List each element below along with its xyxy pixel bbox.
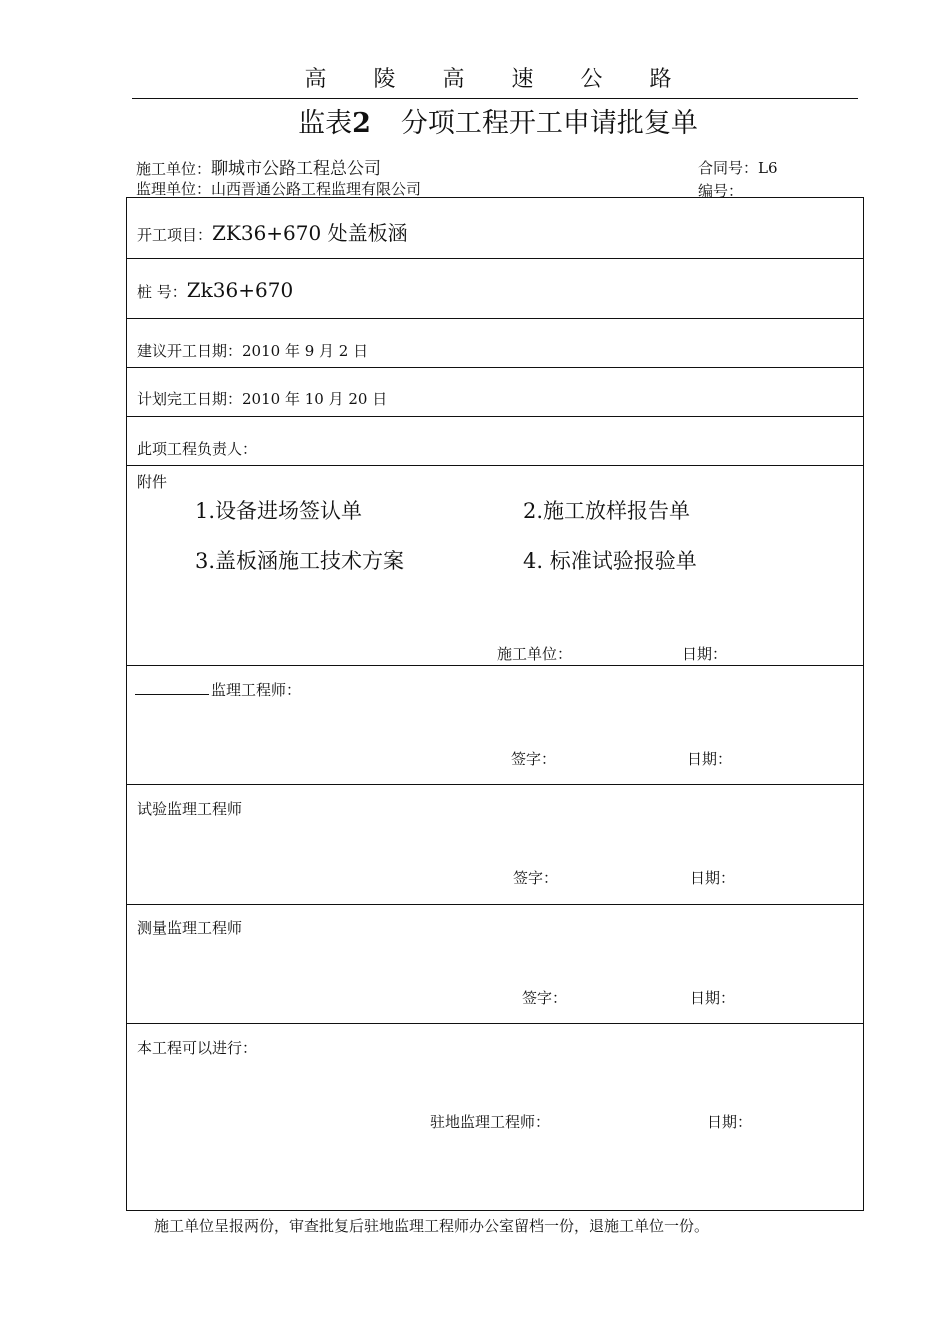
finish-date: 计划完工日期：2010 年 10 月 20 日 <box>137 390 388 408</box>
resident-engineer-label: 驻地监理工程师： <box>430 1113 551 1131</box>
project-value: ZK36+670 处盖板涵 <box>212 221 408 245</box>
engineer-date-label: 日期： <box>687 750 733 768</box>
engineer-row <box>135 679 301 700</box>
road-name: 高 陵 高 速 公 路 <box>304 67 692 92</box>
row-divider <box>127 904 863 905</box>
attachment-item: 4. 标准试验报验单 <box>523 549 697 573</box>
approval-label: 本工程可以进行： <box>137 1039 258 1057</box>
engineer-label: 监理工程师： <box>211 681 302 699</box>
contractor-label: 施工单位： <box>136 160 212 178</box>
row-divider <box>127 258 863 259</box>
form-number: 2 <box>352 108 371 139</box>
row-divider <box>127 665 863 666</box>
form-name: 分项工程开工申请批复单 <box>400 108 698 139</box>
survey-engineer-sign-label: 签字： <box>522 989 568 1007</box>
test-engineer-sign-label: 签字： <box>513 869 559 887</box>
start-date: 建议开工日期：2010 年 9 月 2 日 <box>137 342 369 360</box>
station-row <box>137 278 293 302</box>
contract-no-value: L6 <box>758 159 778 177</box>
project-label: 开工项目： <box>137 226 213 244</box>
supervisor-label: 监理单位： <box>136 180 212 198</box>
station-value: Zk36+670 <box>186 278 294 302</box>
test-engineer-label: 试验监理工程师 <box>137 800 243 818</box>
survey-engineer-label: 测量监理工程师 <box>137 919 243 937</box>
supervisor-line <box>136 178 421 199</box>
footer-note: 施工单位呈报两份，审查批复后驻地监理工程师办公室留档一份，退施工单位一份。 <box>154 1217 710 1235</box>
row-divider <box>127 318 863 319</box>
attachment-item: 1.设备进场签认单 <box>195 499 363 523</box>
row-divider <box>127 1023 863 1024</box>
contractor-line <box>136 154 381 179</box>
test-engineer-date-label: 日期： <box>690 869 736 887</box>
contract-no-label: 合同号： <box>698 159 759 177</box>
form-code: 监表 <box>298 108 353 139</box>
contractor-sign-label: 施工单位： <box>497 645 573 663</box>
serial-no-label: 编号： <box>698 182 744 200</box>
attachment-item: 3.盖板涵施工技术方案 <box>195 549 405 573</box>
supervisor-value: 山西晋通公路工程监理有限公司 <box>211 180 422 198</box>
blank-line <box>135 680 209 695</box>
survey-engineer-date-label: 日期： <box>690 989 736 1007</box>
person-in-charge: 此项工程负责人： <box>137 440 258 458</box>
attachments-label: 附件 <box>137 473 168 491</box>
header-divider <box>132 98 858 99</box>
station-label: 桩 号： <box>137 283 187 301</box>
contract-no-line <box>698 157 778 178</box>
engineer-sign-label: 签字： <box>511 750 557 768</box>
contractor-value: 聊城市公路工程总公司 <box>211 159 382 179</box>
attachment-date-label: 日期： <box>682 645 728 663</box>
attachment-item: 2.施工放样报告单 <box>523 499 691 523</box>
project-row <box>137 217 408 246</box>
form-title <box>0 101 950 140</box>
row-divider <box>127 367 863 368</box>
row-divider <box>127 416 863 417</box>
approval-form-table <box>126 197 864 1211</box>
row-divider <box>127 784 863 785</box>
approval-date-label: 日期： <box>707 1113 753 1131</box>
row-divider <box>127 465 863 466</box>
